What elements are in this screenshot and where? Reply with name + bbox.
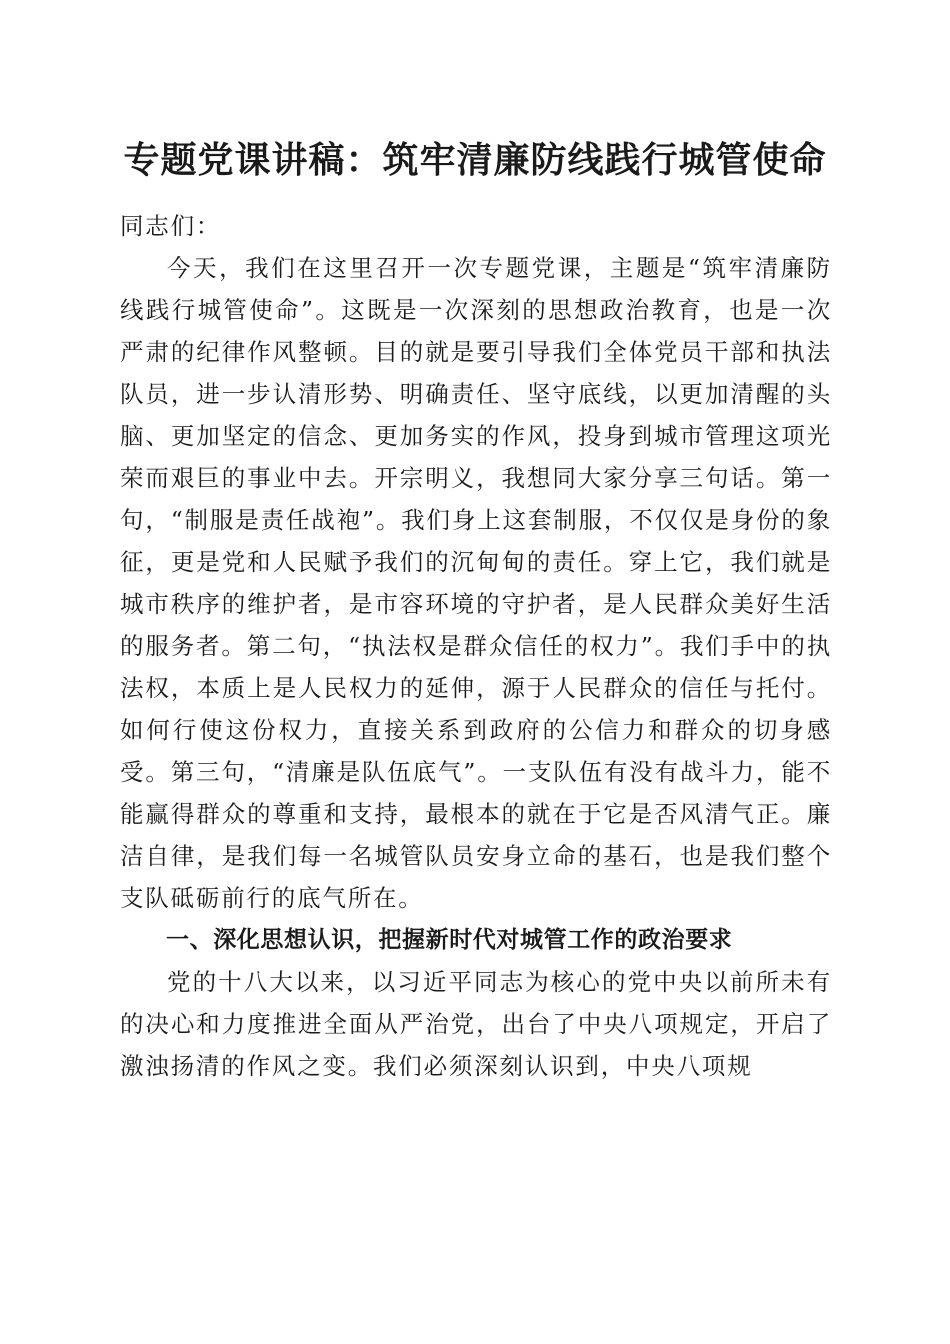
- document-body: [120, 205, 832, 1087]
- intro-paragraph: 今天，我们在这里召开一次专题党课，主题是“筑牢清廉防线践行城管使命”。这既是一次深刻的思想政治教育，也是一次严肃的纪律作风整顿。目的就是要引导我们全体党员干部和执法队员，进一步认清形势、明确责任、坚守底线，以更加清醒的头脑、更加坚定的信念、更加务实的作风，投身到城市管理这项光荣而艰巨的事业中去。开宗明义，我想同大家分享三句话。第一句，“制服是责任战袍”。我们身上这套制服，不仅仅是身份的象征，更是党和人民赋予我们的沉甸甸的责任。穿上它，我们就是城市秩序的维护者，是市容环境的守护者，是人民群众美好生活的服务者。第二句，“执法权是群众信任的权力”。我们手中的执法权，本质上是人民权力的延伸，源于人民群众的信任与托付。如何行使这份权力，直接关系到政府的公信力和群众的切身感受。第三句，“清廉是队伍底气”。一支队伍有没有战斗力，能不能赢得群众的尊重和支持，最根本的就在于它是否风清气正。廉洁自律，是我们每一名城管队员安身立命的基石，也是我们整个支队砥砺前行的底气所在。: [120, 254, 832, 912]
- section-1-heading: 一、深化思想认识，把握新时代对城管工作的政治要求: [166, 927, 733, 953]
- document-title: 专题党课讲稿：筑牢清廉防线践行城管使命: [123, 139, 827, 181]
- salutation: 同志们：: [120, 212, 222, 240]
- section-1-paragraph: 党的十八大以来，以习近平同志为核心的党中央以前所未有的决心和力度推进全面从严治党，出台了中央八项规定，开启了激浊扬清的作风之变。我们必须深刻认识到，中央八项规: [120, 968, 832, 1080]
